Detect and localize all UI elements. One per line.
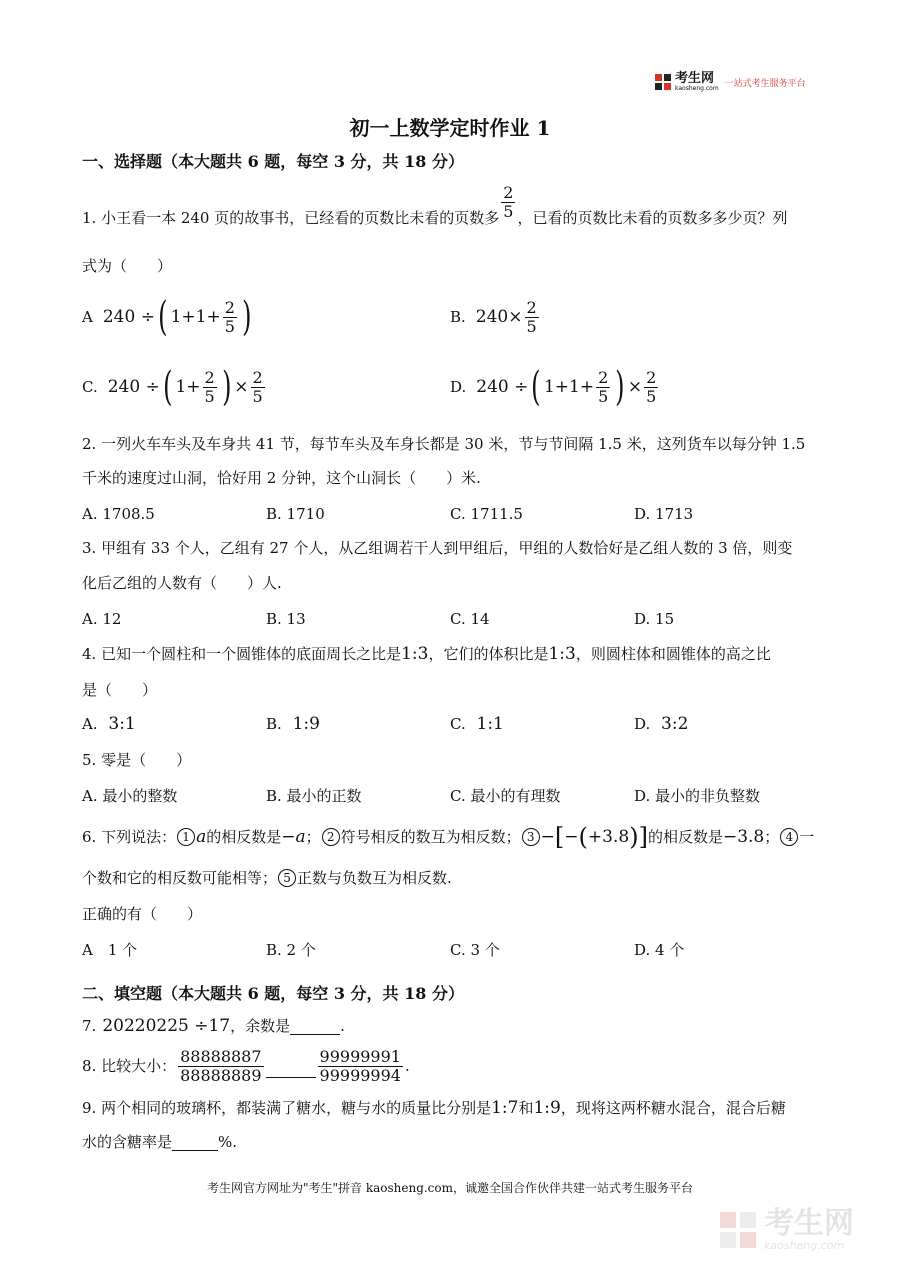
q1-option-c: C. 240 ÷ ( 1+ $\frac{2}{5}$ ) × $\frac{2}{5}$ [82, 364, 263, 410]
q2-option-c: C. 1711.5 [450, 505, 523, 523]
q1-fraction: $\frac{2}{5}$ [503, 182, 514, 221]
q2-option-d: D. 1713 [634, 505, 694, 523]
watermark [718, 1208, 854, 1252]
q3-option-a: A. 12 [82, 610, 122, 628]
q7-answer-blank[interactable] [290, 1018, 340, 1035]
q4-option-d: D. 3:2 [634, 714, 689, 734]
q8-answer-blank[interactable] [266, 1055, 316, 1078]
q4-line1: 4. 已知一个圆柱和一个圆锥体的底面周长之比是1:3，它们的体积比是1:3，则圆柱体和圆锥体的高之比 [82, 644, 771, 664]
q2-line1: 2. 一列火车车头及车身共 41 节，每节车头及车身长都是 30 米，节与节间隔 1.5 米，这列货车以每分钟 1.5 [82, 435, 806, 453]
q3-line1: 3. 甲组有 33 个人，乙组有 27 个人，从乙组调若干人到甲组后，甲组的人数恰好是乙组人数的 3 倍，则变 [82, 539, 793, 557]
watermark-logo-icon [718, 1210, 758, 1250]
q5-option-c: C. 最小的有理数 [450, 787, 561, 805]
q2-option-b: B. 1710 [266, 505, 325, 523]
q6-option-d: D. 4 个 [634, 941, 685, 959]
header-slogan: 一站式考生服务平台 [724, 78, 806, 89]
watermark-sub: kaosheng.com [764, 1239, 845, 1252]
logo-sub: kaosheng.com [675, 85, 719, 92]
q3-line2: 化后乙组的人数有（ ）人. [82, 574, 282, 592]
q1-option-b: B. 240× $\frac{2}{5}$ [450, 297, 537, 336]
q1-line1: 1. 小王看一本 240 页的故事书，已经看的页数比未看的页数多 $\frac{2}{5}$ ，已看的页数比未看的页数多多少页？列 [82, 182, 788, 227]
q9-answer-blank[interactable] [172, 1134, 218, 1151]
q4-option-c: C. 1:1 [450, 714, 504, 734]
q5-line1: 5. 零是（ ） [82, 751, 192, 769]
q8-fraction-1: $\frac{88888887}{88888889}$ [180, 1046, 262, 1085]
q2-option-a: A. 1708.5 [82, 505, 155, 523]
q1-line2: 式为（ ） [82, 257, 173, 275]
q8-line: 8. 比较大小： $\frac{88888887}{88888889}$ $\frac{99999991}{99999994}$ . [82, 1046, 410, 1085]
q9-line2: 水的含糖率是 %. [82, 1133, 238, 1151]
q6-option-a: A 1 个 [82, 941, 138, 959]
header-logo [654, 72, 806, 92]
q3-option-c: C. 14 [450, 610, 490, 628]
footer-text: 考生网官方网址为"考生"拼音 kaosheng.com，诚邀全国合作伙伴共建一站式考生服务平台 [206, 1181, 694, 1195]
q5-option-a: A. 最小的整数 [82, 787, 178, 805]
q3-option-d: D. 15 [634, 610, 675, 628]
q5-option-b: B. 最小的正数 [266, 787, 362, 805]
page-title: 初一上数学定时作业 1 [349, 116, 551, 140]
q4-option-b: B. 1:9 [266, 714, 320, 734]
logo-text: 考生网 [675, 71, 715, 86]
q3-option-b: B. 13 [266, 610, 306, 628]
q9-line1: 9. 两个相同的玻璃杯，都装满了糖水，糖与水的质量比分别是1:7和1:9，现将这两杯糖水混合，混合后糖 [82, 1098, 786, 1118]
q6-line1: 6. 下列说法： 1 a 的相反数是 −a ； 2 符号相反的数互为相反数； 3 − [ − ( +3.8 ) ] 的相反数是 −3.8 ； 4 一 [82, 823, 815, 851]
q7-line: 7. 20220225 ÷17 ，余数是 . [82, 1016, 345, 1036]
q6-line2: 个数和它的相反数可能相等； 5 正数与负数互为相反数. [82, 869, 452, 887]
section2-heading: 二、填空题（本大题共 6 题，每空 3 分，共 18 分） [82, 984, 464, 1003]
watermark-text: 考生网 [764, 1206, 854, 1241]
q1-option-a: A 240 ÷ ( 1+1+ $\frac{2}{5}$ ) [82, 294, 252, 340]
q5-option-d: D. 最小的非负整数 [634, 787, 761, 805]
q4-option-a: A. 3:1 [82, 714, 136, 734]
q2-line2: 千米的速度过山洞，恰好用 2 分钟，这个山洞长（ ）米. [82, 469, 481, 487]
kaosheng-logo-icon [654, 73, 672, 91]
section1-heading: 一、选择题（本大题共 6 题，每空 3 分，共 18 分） [82, 152, 464, 171]
q6-line3: 正确的有（ ） [82, 905, 203, 923]
q1-option-d: D. 240 ÷ ( 1+1+ $\frac{2}{5}$ ) × $\frac{2}{5}$ [450, 364, 657, 410]
q8-fraction-2: $\frac{99999991}{99999994}$ [319, 1046, 401, 1085]
q6-option-b: B. 2 个 [266, 941, 316, 959]
q6-option-c: C. 3 个 [450, 941, 500, 959]
q4-line2: 是（ ） [82, 681, 158, 699]
